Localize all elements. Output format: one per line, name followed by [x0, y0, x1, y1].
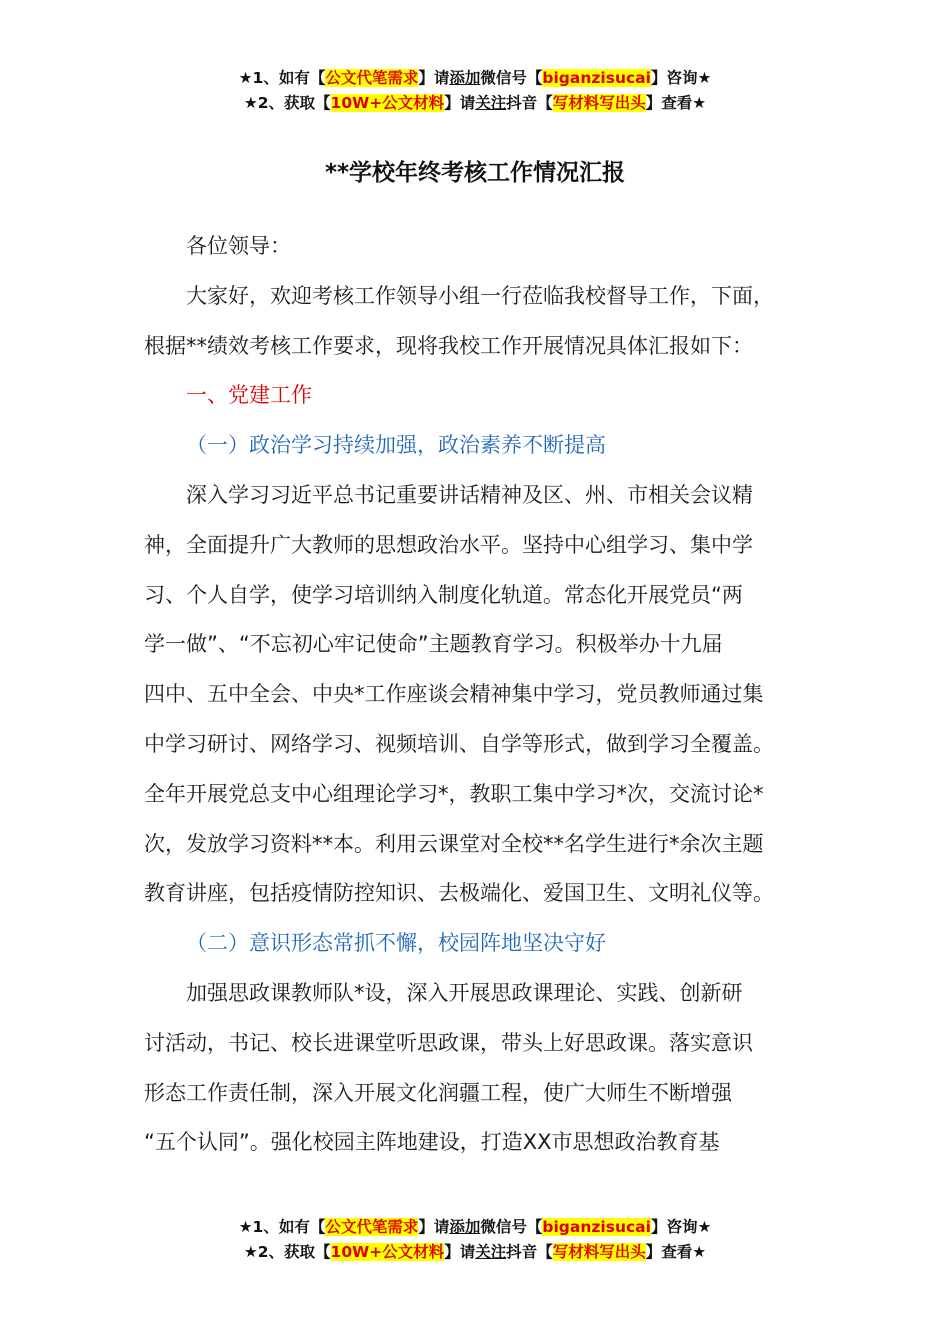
highlight-wechat-id: biganzisucai — [542, 69, 651, 87]
paragraph-political-study: 深入学习习近平总书记重要讲话精神及区、州、市相关会议精 神，全面提升广大教师的思想政治水平。坚持中心组学习、集中学 习、个人自学，使学习培训纳入制度化轨道。常态化开展党员“两 学一做”、“不忘初心牢记使命”主题教育学习。积极举办十九届 四中、五中全会、中央*工作座谈会精神集中学习，党员教师通过集 中学习研讨、网络学习、视频培训、自学等形式，做到学习全覆盖。 全年开展党总支中心组理论学习*，教职工集中学习*次，交流讨论* 次，发放学习资料**本。利用云课堂对全校**名学生进行*余次主题 教育讲座，包括疫情防控知识、去极端化、爱国卫生、文明礼仪等。 — [144, 482, 774, 906]
footer-banner — [0, 1215, 950, 1265]
section-heading-party-building: 一、党建工作 — [186, 383, 312, 408]
highlight-service: 公文代笔需求 — [325, 1218, 419, 1236]
highlight-douyin-account: 写材料写出头 — [552, 1243, 646, 1261]
highlight-materials: 10W+公文材料 — [330, 94, 445, 112]
footer-banner-line-2: ★2、获取【10W+公文材料】请关注抖音【写材料写出头】查看★ — [243, 1243, 707, 1261]
highlight-douyin-account: 写材料写出头 — [552, 94, 646, 112]
salutation: 各位领导： — [186, 234, 291, 258]
subsection-heading-2: （二）意识形态常抓不懈，校园阵地坚决守好 — [186, 931, 606, 956]
header-banner — [0, 66, 950, 116]
highlight-materials: 10W+公文材料 — [330, 1243, 445, 1261]
intro-paragraph: 大家好，欢迎考核工作领导小组一行莅临我校督导工作，下面， 根据**绩效考核工作要求，现将我校工作开展情况具体汇报如下： — [144, 283, 774, 358]
highlight-service: 公文代笔需求 — [325, 69, 419, 87]
document-body — [144, 222, 824, 1168]
paragraph-ideology: 加强思政课教师队*设，深入开展思政课理论、实践、创新研 讨活动，书记、校长进课堂听思政课，带头上好思政课。落实意识 形态工作责任制，深入开展文化润疆工程，使广大师生不断增强 “五个认同”。强化校园主阵地建设，打造XX市思想政治教育基 — [144, 980, 753, 1155]
highlight-wechat-id: biganzisucai — [542, 1218, 651, 1236]
footer-banner-line-1: ★1、如有【公文代笔需求】请添加微信号【biganzisucai】咨询★ — [238, 1218, 712, 1236]
subsection-heading-1: （一）政治学习持续加强，政治素养不断提高 — [186, 433, 606, 458]
document-title: **学校年终考核工作情况汇报 — [324, 160, 626, 186]
banner-line-1: ★1、如有【公文代笔需求】请添加微信号【biganzisucai】咨询★ — [238, 69, 712, 87]
banner-line-2: ★2、获取【10W+公文材料】请关注抖音【写材料写出头】查看★ — [243, 94, 707, 112]
